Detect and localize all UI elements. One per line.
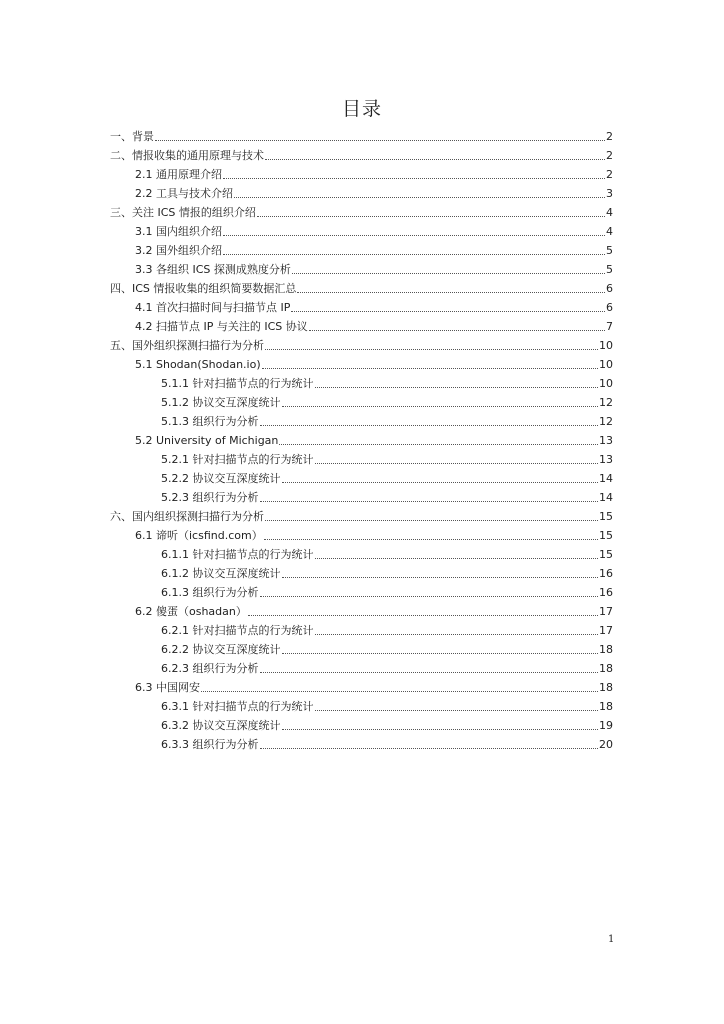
toc-entry-page: 4: [606, 225, 613, 238]
toc-entry-label: 3.3 各组织 ICS 探测成熟度分析: [135, 263, 291, 276]
toc-dot-leader: [279, 444, 598, 445]
toc-entry-page: 2: [606, 149, 613, 162]
toc-entry-page: 18: [599, 643, 613, 656]
toc-entry-page: 6: [606, 282, 613, 295]
toc-dot-leader: [248, 615, 598, 616]
toc-dot-leader: [223, 254, 605, 255]
toc-entry-page: 2: [606, 168, 613, 181]
toc-entry-label: 5.1.3 组织行为分析: [161, 415, 259, 428]
toc-entry-label: 5.1.2 协议交互深度统计: [161, 396, 281, 409]
toc-entry[interactable]: [161, 468, 613, 486]
toc-dot-leader: [309, 330, 605, 331]
toc-entry[interactable]: [161, 620, 613, 638]
toc-entry[interactable]: [161, 373, 613, 391]
toc-dot-leader: [282, 482, 599, 483]
toc-dot-leader: [234, 197, 605, 198]
toc-entry[interactable]: [135, 183, 613, 201]
toc-entry-page: 4: [606, 206, 613, 219]
toc-dot-leader: [282, 729, 599, 730]
toc-entry-page: 18: [599, 662, 613, 675]
toc-entry-label: 5.2.2 协议交互深度统计: [161, 472, 281, 485]
toc-dot-leader: [262, 368, 598, 369]
toc-dot-leader: [260, 672, 599, 673]
toc-entry[interactable]: [110, 202, 613, 220]
toc-entry[interactable]: [161, 696, 613, 714]
toc-entry-label: 5.2.3 组织行为分析: [161, 491, 259, 504]
toc-dot-leader: [265, 159, 605, 160]
toc-dot-leader: [297, 292, 605, 293]
toc-entry-label: 二、情报收集的通用原理与技术: [110, 149, 264, 162]
toc-dot-leader: [315, 710, 599, 711]
toc-entry[interactable]: [135, 601, 613, 619]
toc-entry[interactable]: [135, 297, 613, 315]
toc-dot-leader: [315, 463, 599, 464]
toc-entry-label: 四、ICS 情报收集的组织简要数据汇总: [110, 282, 297, 295]
toc-entry-page: 2: [606, 130, 613, 143]
toc-entry-page: 3: [606, 187, 613, 200]
toc-entry[interactable]: [110, 506, 613, 524]
toc-title: 目录: [341, 98, 382, 120]
toc-entry-label: 六、国内组织探测扫描行为分析: [110, 510, 264, 523]
toc-entry-page: 15: [599, 510, 613, 523]
toc-entry-page: 6: [606, 301, 613, 314]
toc-entry[interactable]: [135, 240, 613, 258]
toc-entry[interactable]: [161, 715, 613, 733]
toc-entry-label: 一、背景: [110, 130, 154, 143]
toc-entry-page: 18: [599, 681, 613, 694]
toc-entry[interactable]: [161, 487, 613, 505]
toc-entry-label: 5.2.1 针对扫描节点的行为统计: [161, 453, 314, 466]
toc-entry-page: 18: [599, 700, 613, 713]
toc-entry[interactable]: [135, 316, 613, 334]
toc-entry-page: 13: [599, 434, 613, 447]
toc-dot-leader: [282, 406, 599, 407]
toc-entry[interactable]: [161, 392, 613, 410]
toc-entry-label: 6.3.1 针对扫描节点的行为统计: [161, 700, 314, 713]
toc-entry-page: 7: [606, 320, 613, 333]
toc-dot-leader: [260, 596, 599, 597]
toc-entry-page: 13: [599, 453, 613, 466]
toc-entry-page: 10: [599, 339, 613, 352]
toc-dot-leader: [257, 216, 605, 217]
toc-dot-leader: [155, 140, 605, 141]
toc-dot-leader: [260, 501, 599, 502]
toc-entry-label: 5.1 Shodan(Shodan.io): [135, 358, 261, 371]
toc-dot-leader: [201, 691, 598, 692]
toc-dot-leader: [315, 634, 599, 635]
toc-entry[interactable]: [135, 164, 613, 182]
toc-dot-leader: [282, 653, 599, 654]
toc-entry-label: 6.3.3 组织行为分析: [161, 738, 259, 751]
toc-entry-label: 6.1 谛听（icsfind.com）: [135, 529, 263, 542]
toc-entry-page: 17: [599, 605, 613, 618]
toc-dot-leader: [260, 748, 599, 749]
toc-dot-leader: [315, 387, 599, 388]
toc-entry-label: 3.1 国内组织介绍: [135, 225, 222, 238]
page-number: 1: [608, 934, 615, 945]
toc-entry-page: 10: [599, 358, 613, 371]
toc-entry-label: 4.2 扫描节点 IP 与关注的 ICS 协议: [135, 320, 308, 333]
toc-entry-label: 6.2.1 针对扫描节点的行为统计: [161, 624, 314, 637]
toc-entry[interactable]: [135, 221, 613, 239]
toc-entry[interactable]: [135, 525, 613, 543]
toc-entry-page: 15: [599, 529, 613, 542]
toc-entry-label: 2.1 通用原理介绍: [135, 168, 222, 181]
toc-entry-label: 6.3.2 协议交互深度统计: [161, 719, 281, 732]
toc-entry[interactable]: [161, 582, 613, 600]
toc-entry-page: 17: [599, 624, 613, 637]
toc-entry[interactable]: [161, 449, 613, 467]
toc-entry-label: 6.1.3 组织行为分析: [161, 586, 259, 599]
toc-dot-leader: [292, 273, 605, 274]
toc-dot-leader: [315, 558, 599, 559]
toc-dot-leader: [223, 178, 605, 179]
toc-entry-label: 4.1 首次扫描时间与扫描节点 IP: [135, 301, 291, 314]
toc-entry-label: 五、国外组织探测扫描行为分析: [110, 339, 264, 352]
toc-entry[interactable]: [135, 677, 613, 695]
toc-entry-label: 6.1.1 针对扫描节点的行为统计: [161, 548, 314, 561]
toc-entry[interactable]: [161, 411, 613, 429]
toc-entry[interactable]: [110, 335, 613, 353]
toc-entry[interactable]: [135, 259, 613, 277]
toc-dot-leader: [265, 520, 598, 521]
toc-entry-page: 15: [599, 548, 613, 561]
toc-entry-label: 6.2 傻蛋（oshadan）: [135, 605, 247, 618]
toc-entry[interactable]: [161, 639, 613, 657]
toc-entry[interactable]: [161, 658, 613, 676]
toc-entry[interactable]: [161, 734, 613, 752]
toc-entry-page: 5: [606, 263, 613, 276]
toc-entry-page: 5: [606, 244, 613, 257]
toc-dot-leader: [291, 311, 605, 312]
toc-entry-page: 16: [599, 567, 613, 580]
toc-entry-page: 16: [599, 586, 613, 599]
toc-entry[interactable]: [110, 278, 613, 296]
toc-entry[interactable]: [110, 126, 613, 144]
toc-entry-page: 12: [599, 415, 613, 428]
toc-entry-label: 6.3 中国网安: [135, 681, 200, 694]
toc-entry-page: 14: [599, 472, 613, 485]
toc-entry-label: 3.2 国外组织介绍: [135, 244, 222, 257]
toc-entry-page: 12: [599, 396, 613, 409]
toc-entry-page: 20: [599, 738, 613, 751]
toc-entry-label: 2.2 工具与技术介绍: [135, 187, 233, 200]
toc-entry-label: 三、关注 ICS 情报的组织介绍: [110, 206, 256, 219]
toc-entry-label: 5.2 University of Michigan: [135, 434, 279, 447]
toc-entry[interactable]: [161, 563, 613, 581]
toc-dot-leader: [260, 425, 599, 426]
toc-entry-label: 6.1.2 协议交互深度统计: [161, 567, 281, 580]
toc-entry[interactable]: [135, 354, 613, 372]
toc-entry-page: 14: [599, 491, 613, 504]
toc-dot-leader: [223, 235, 605, 236]
toc-entry-page: 19: [599, 719, 613, 732]
toc-entry[interactable]: [135, 430, 613, 448]
toc-entry[interactable]: [110, 145, 613, 163]
toc-entry[interactable]: [161, 544, 613, 562]
toc-dot-leader: [282, 577, 599, 578]
toc-entry-label: 6.2.3 组织行为分析: [161, 662, 259, 675]
toc-entry-label: 5.1.1 针对扫描节点的行为统计: [161, 377, 314, 390]
toc-dot-leader: [264, 539, 598, 540]
toc-entry-page: 10: [599, 377, 613, 390]
toc-entry-label: 6.2.2 协议交互深度统计: [161, 643, 281, 656]
toc-dot-leader: [265, 349, 598, 350]
